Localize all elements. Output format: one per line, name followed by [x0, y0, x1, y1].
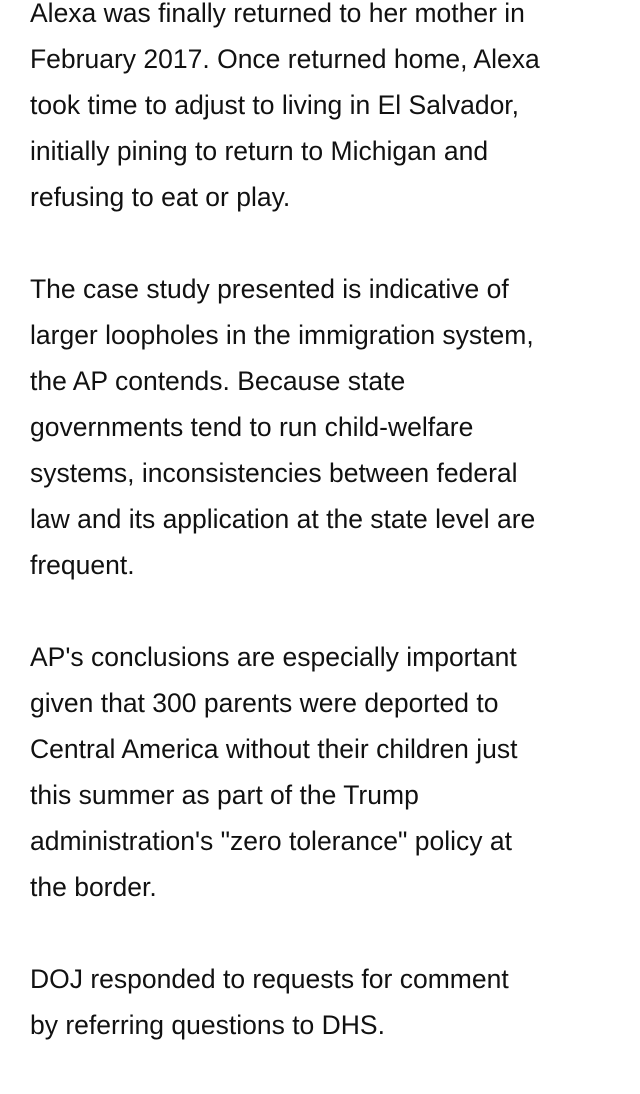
text-line: AP's conclusions are especially important [30, 642, 517, 672]
article-body [30, 0, 620, 1094]
text-line: February 2017. Once returned home, Alexa [30, 44, 540, 74]
text-line: larger loopholes in the immigration system, [30, 320, 534, 350]
text-line: the AP contends. Because state [30, 366, 406, 396]
text-line: initially pining to return to Michigan and [30, 136, 489, 166]
article-paragraph [30, 0, 620, 220]
text-line: Central America without their children just [30, 734, 518, 764]
text-line: given that 300 parents were deported to [30, 688, 499, 718]
text-line: this summer as part of the Trump [30, 780, 419, 810]
text-line: refusing to eat or play. [30, 182, 291, 212]
text-line: Alexa was finally returned to her mother in [30, 0, 525, 28]
article-paragraph [30, 956, 620, 1048]
text-line: The case study presented is indicative of [30, 274, 509, 304]
text-line: the border. [30, 872, 157, 902]
text-line: DOJ responded to requests for comment [30, 964, 509, 994]
text-line: law and its application at the state level are [30, 504, 536, 534]
text-line: by referring questions to DHS. [30, 1010, 385, 1040]
article-paragraph [30, 634, 620, 910]
article-paragraph [30, 266, 620, 588]
text-line: frequent. [30, 550, 135, 580]
text-line: took time to adjust to living in El Salvador, [30, 90, 520, 120]
text-line: systems, inconsistencies between federal [30, 458, 518, 488]
text-line: administration's "zero tolerance" policy at [30, 826, 512, 856]
text-line: governments tend to run child-welfare [30, 412, 474, 442]
